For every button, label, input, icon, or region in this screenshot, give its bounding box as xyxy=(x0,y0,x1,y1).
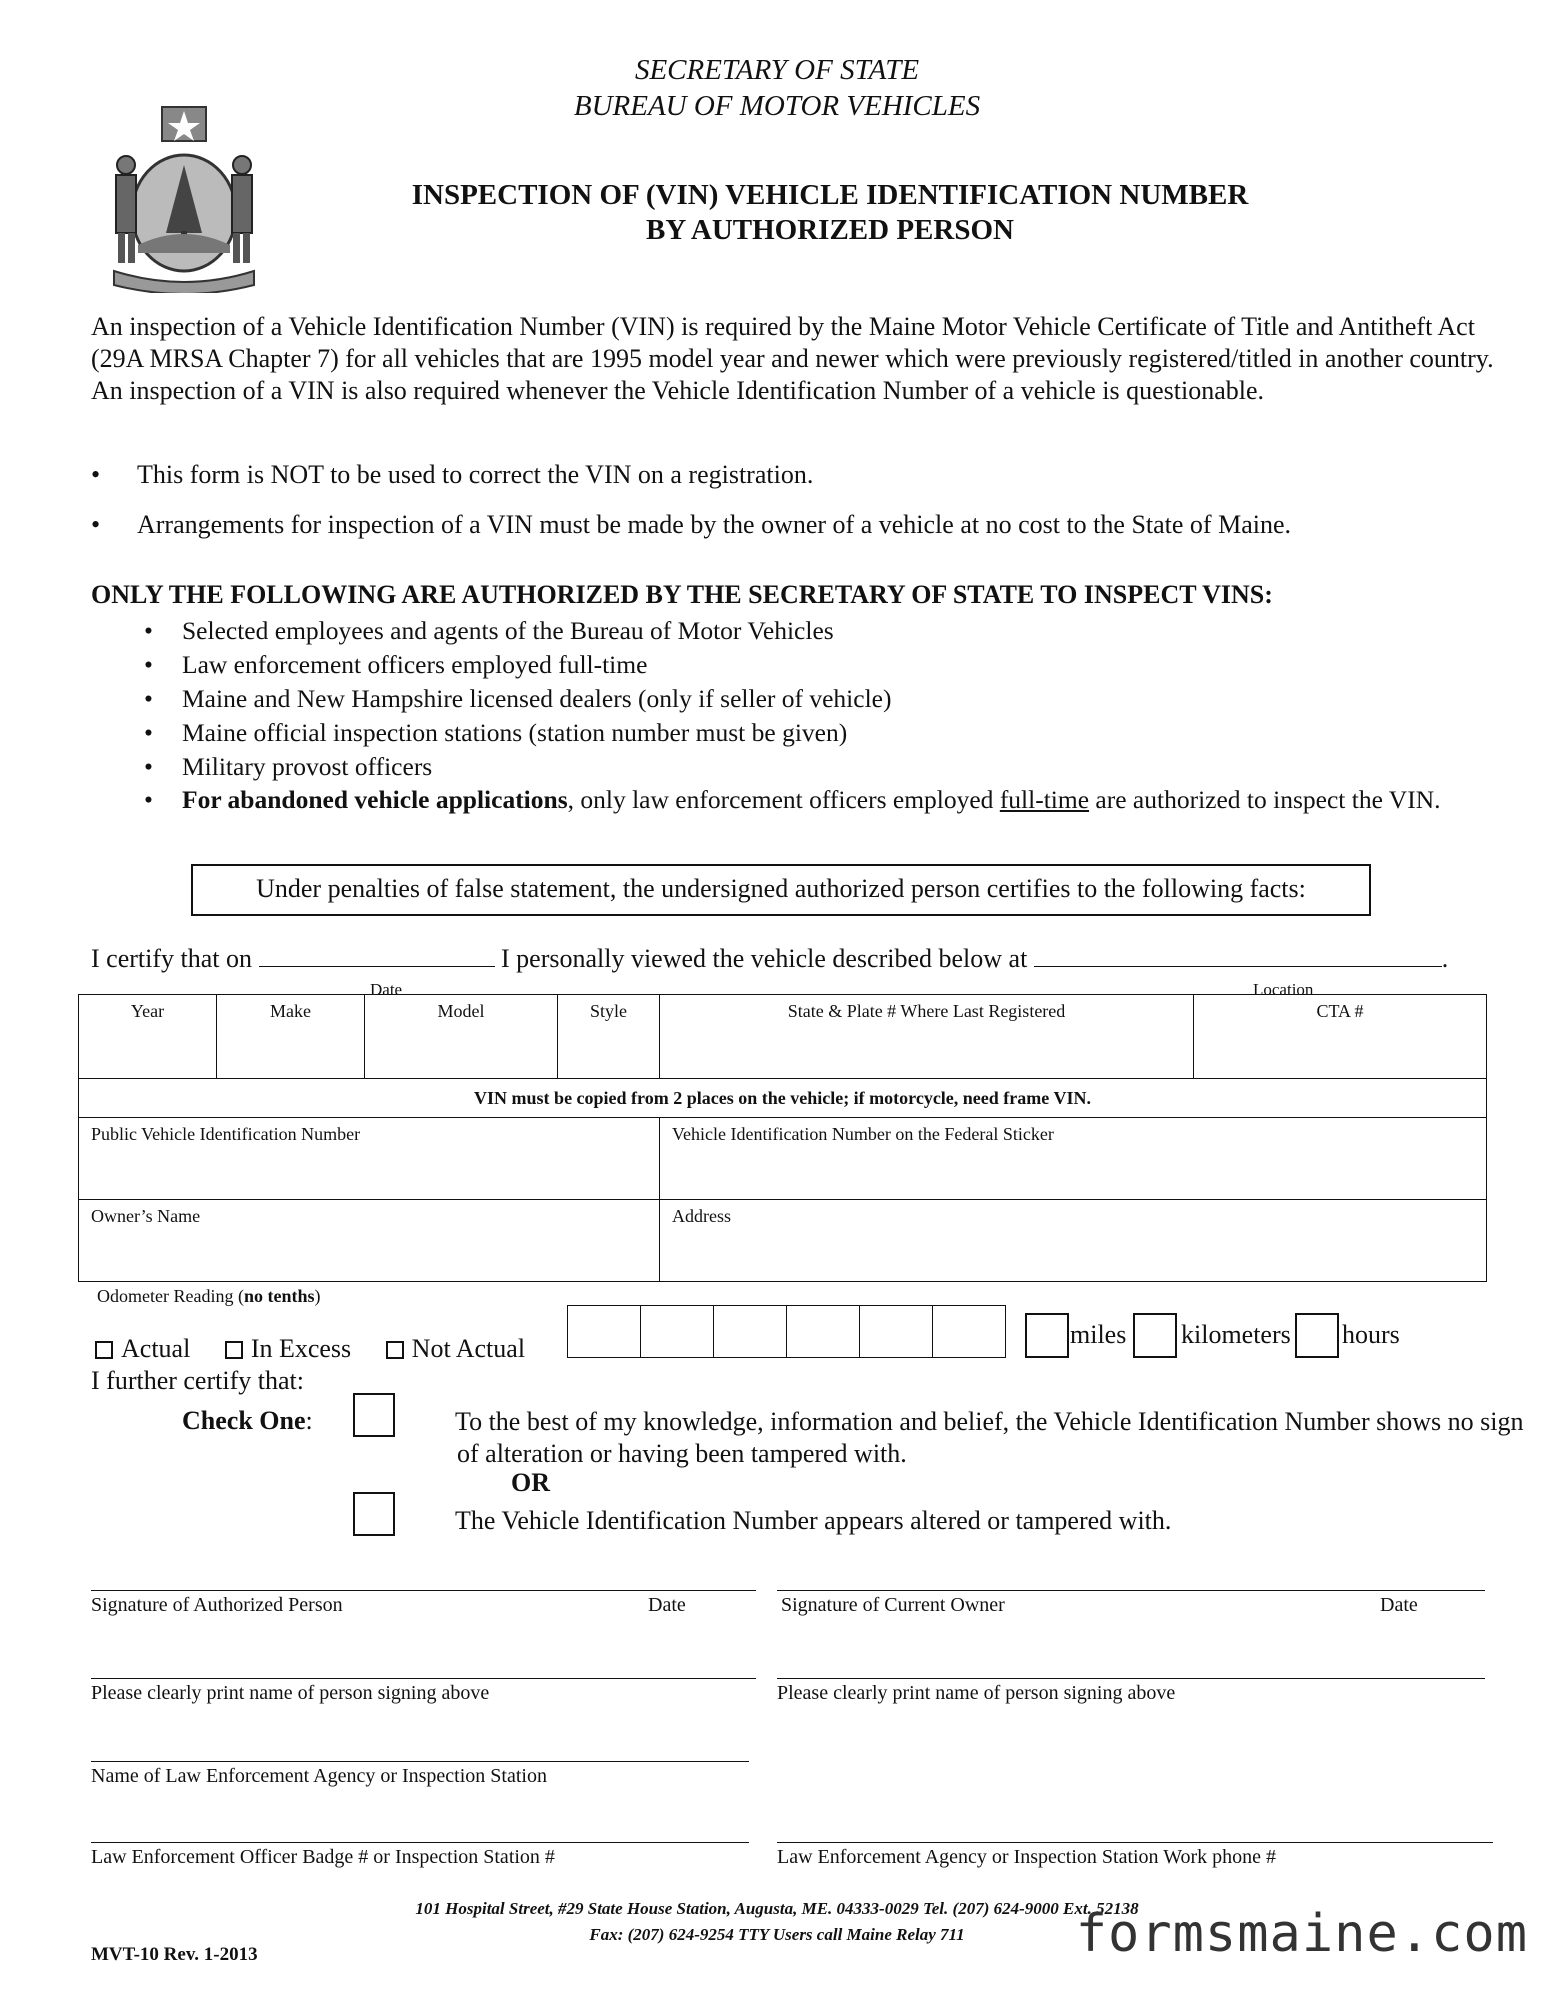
owner-signature-label: Signature of Current Owner xyxy=(781,1594,1005,1616)
odometer-digit-box[interactable] xyxy=(640,1305,714,1358)
certify-line: I certify that on I personally viewed the vehicle described below at . xyxy=(91,940,1448,974)
authorized-item: • For abandoned vehicle applications, only law enforcement officers employed full-time are authorized to inspect the VIN. xyxy=(144,785,1441,814)
authorized-print-name-label: Please clearly print name of person signing above xyxy=(91,1682,490,1704)
authorized-item: • Maine and New Hampshire licensed dealers (only if seller of vehicle) xyxy=(144,682,1514,716)
tampered-checkbox[interactable] xyxy=(353,1492,395,1536)
penalty-statement: Under penalties of false statement, the undersigned authorized person certifies to the following facts: xyxy=(191,864,1371,916)
location-label: Location xyxy=(1253,980,1314,999)
bullet-icon: • xyxy=(144,650,153,679)
authorized-signature-line[interactable] xyxy=(91,1590,756,1591)
odometer-digit-box[interactable] xyxy=(932,1305,1006,1358)
badge-number-label: Law Enforcement Officer Badge # or Inspection Station # xyxy=(91,1846,555,1868)
owner-print-name-label: Please clearly print name of person signing above xyxy=(777,1682,1176,1704)
authorized-date-label: Date xyxy=(648,1594,686,1616)
vin-instruction-banner: VIN must be copied from 2 places on the vehicle; if motorcycle, need frame VIN. xyxy=(79,1079,1487,1118)
owner-name-cell[interactable]: Owner’s Name xyxy=(79,1200,660,1282)
watermark: formsmaine.com xyxy=(1075,1904,1528,1964)
no-tamper-checkbox[interactable] xyxy=(353,1393,395,1437)
odometer-digit-box[interactable] xyxy=(713,1305,787,1358)
authorized-item: • Maine official inspection stations (station number must be given) xyxy=(144,716,1514,750)
further-certify-label: I further certify that: xyxy=(91,1366,304,1395)
state-plate-cell[interactable]: State & Plate # Where Last Registered xyxy=(660,995,1194,1079)
or-label: OR xyxy=(511,1468,550,1497)
federal-vin-cell[interactable]: Vehicle Identification Number on the Federal Sticker xyxy=(660,1118,1487,1200)
bullet-icon: • xyxy=(144,752,153,781)
public-vin-cell[interactable]: Public Vehicle Identification Number xyxy=(79,1118,660,1200)
not-actual-checkbox[interactable]: Not Actual xyxy=(386,1334,525,1363)
bullet-icon: • xyxy=(91,460,101,489)
authorized-item: • Law enforcement officers employed full-time xyxy=(144,648,1514,682)
date-field[interactable] xyxy=(259,940,495,967)
note-text: Arrangements for inspection of a VIN must be made by the owner of a vehicle at no cost to the State of Maine. xyxy=(137,510,1292,539)
bullet-icon: • xyxy=(91,510,101,539)
badge-number-line[interactable] xyxy=(91,1842,749,1843)
authorized-item: • Selected employees and agents of the Bureau of Motor Vehicles xyxy=(144,614,1514,648)
maine-state-seal-icon xyxy=(104,103,264,293)
authorized-list xyxy=(144,614,1514,816)
odometer-status-options xyxy=(95,1334,525,1364)
intro-paragraph: An inspection of a Vehicle Identification Number (VIN) is required by the Maine Motor Vehicle Certificate of Title and Antitheft Act (29A MRSA Chapter 7) for all vehicles that are 1995 model year and newer which were previously registered/titled in another country. An inspection of a VIN is also required whenever the Vehicle Identification Number of a vehicle is questionable. xyxy=(91,312,1494,405)
bullet-icon: • xyxy=(144,616,153,645)
owner-signature-line[interactable] xyxy=(777,1590,1485,1591)
agency-name-label: Name of Law Enforcement Agency or Inspection Station xyxy=(91,1765,547,1787)
kilometers-checkbox[interactable] xyxy=(1133,1313,1177,1358)
odometer-label: Odometer Reading (no tenths) xyxy=(97,1286,321,1306)
owner-date-label: Date xyxy=(1380,1594,1418,1616)
note-item xyxy=(91,509,1511,541)
make-cell[interactable]: Make xyxy=(217,995,365,1079)
odometer-digit-box[interactable] xyxy=(786,1305,860,1358)
date-label: Date xyxy=(370,980,403,999)
location-field[interactable] xyxy=(1034,940,1442,967)
no-tamper-statement: To the best of my knowledge, information and belief, the Vehicle Identification Number shows no sign of alteration or having been tampered with. xyxy=(455,1407,1524,1468)
odometer-digit-box[interactable] xyxy=(859,1305,933,1358)
authorized-print-name-line[interactable] xyxy=(91,1678,756,1679)
bullet-icon: • xyxy=(144,684,153,713)
vehicle-table xyxy=(78,994,1487,1282)
authorized-item: • Military provost officers xyxy=(144,750,1514,784)
work-phone-label: Law Enforcement Agency or Inspection Station Work phone # xyxy=(777,1846,1277,1868)
cta-cell[interactable]: CTA # xyxy=(1194,995,1487,1079)
miles-label: miles xyxy=(1070,1320,1127,1349)
form-id: MVT-10 Rev. 1-2013 xyxy=(91,1944,258,1965)
year-cell[interactable]: Year xyxy=(79,995,217,1079)
agency-name-line2: BUREAU OF MOTOR VEHICLES xyxy=(573,90,981,122)
bullet-icon: • xyxy=(144,785,153,814)
footer-address: 101 Hospital Street, #29 State House Station, Augusta, ME. 04333-0029 Tel. (207) 624-9000 Ext. 52138 xyxy=(415,1899,1139,1918)
footer-fax-tty: Fax: (207) 624-9254 TTY Users call Maine Relay 711 xyxy=(589,1925,965,1944)
hours-checkbox[interactable] xyxy=(1295,1313,1339,1358)
authorized-heading: ONLY THE FOLLOWING ARE AUTHORIZED BY THE SECRETARY OF STATE TO INSPECT VINS: xyxy=(91,580,1273,609)
work-phone-line[interactable] xyxy=(777,1842,1493,1843)
in-excess-checkbox[interactable]: In Excess xyxy=(225,1334,351,1363)
authorized-signature-label: Signature of Authorized Person xyxy=(91,1594,343,1616)
check-one-label: Check One: xyxy=(182,1406,313,1435)
model-cell[interactable]: Model xyxy=(365,995,558,1079)
kilometers-label: kilometers xyxy=(1181,1320,1291,1349)
form-title-line2: BY AUTHORIZED PERSON xyxy=(646,214,1014,246)
note-item xyxy=(91,459,1511,491)
hours-label: hours xyxy=(1342,1320,1400,1349)
tampered-statement: The Vehicle Identification Number appears altered or tampered with. xyxy=(455,1506,1172,1535)
odometer-digit-box[interactable] xyxy=(567,1305,641,1358)
miles-checkbox[interactable] xyxy=(1025,1313,1069,1358)
agency-name-line1: SECRETARY OF STATE xyxy=(634,54,920,86)
owner-print-name-line[interactable] xyxy=(777,1678,1485,1679)
note-text: This form is NOT to be used to correct the VIN on a registration. xyxy=(137,460,814,489)
actual-checkbox[interactable]: Actual xyxy=(95,1334,190,1363)
address-cell[interactable]: Address xyxy=(660,1200,1487,1282)
style-cell[interactable]: Style xyxy=(558,995,660,1079)
bullet-icon: • xyxy=(144,718,153,747)
form-title-line1: INSPECTION OF (VIN) VEHICLE IDENTIFICATION NUMBER xyxy=(411,179,1249,211)
agency-name-line[interactable] xyxy=(91,1761,749,1762)
